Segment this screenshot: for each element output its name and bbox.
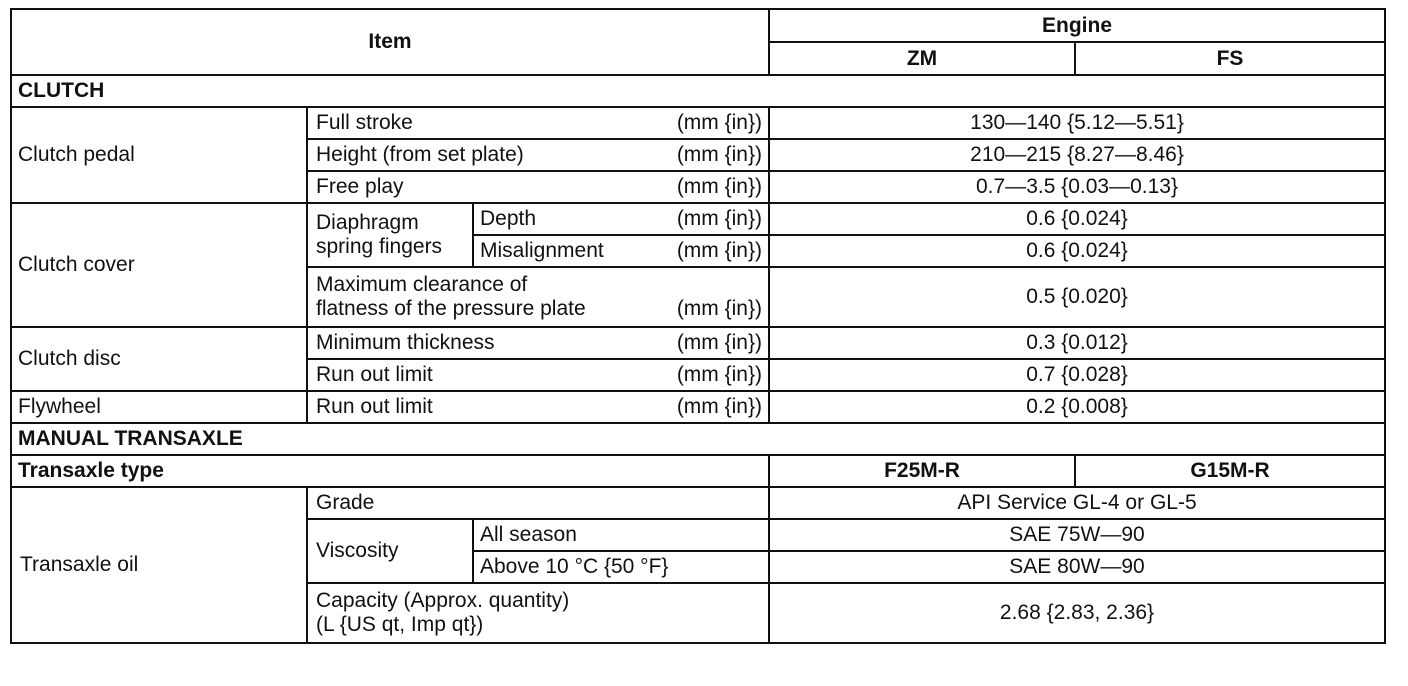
unit-label: (mm {in}) <box>676 207 762 230</box>
full-stroke-label: Full stroke <box>316 111 413 134</box>
transaxle-type-fs: G15M-R <box>1075 455 1385 487</box>
unit-label: (mm {in}) <box>676 239 762 262</box>
flywheel-run-out-value: 0.2 {0.008} <box>769 391 1385 423</box>
flywheel-run-out-label: Run out limit <box>316 395 433 418</box>
unit-label: (mm {in}) <box>676 297 762 320</box>
capacity-line-2: (L {US qt, Imp qt}) <box>316 613 484 636</box>
engine-fs-header: FS <box>1075 42 1385 75</box>
capacity-line-1: Capacity (Approx. quantity) <box>316 589 570 612</box>
full-stroke-value: 130—140 {5.12—5.51} <box>769 107 1385 139</box>
max-clearance-line-2-wrap <box>316 297 762 321</box>
grade-item: Grade <box>307 487 769 519</box>
disc-run-out-label: Run out limit <box>316 363 433 386</box>
depth-value: 0.6 {0.024} <box>769 203 1385 235</box>
section-manual-transaxle: MANUAL TRANSAXLE <box>11 423 1385 455</box>
clutch-pedal-label: Clutch pedal <box>11 107 307 203</box>
table-row <box>11 203 1385 235</box>
engine-zm-header: ZM <box>769 42 1075 75</box>
all-season-value: SAE 75W—90 <box>769 519 1385 551</box>
depth-item <box>473 203 769 235</box>
free-play-label: Free play <box>316 175 404 198</box>
section-row-clutch <box>11 75 1385 107</box>
section-row-manual-transaxle <box>11 423 1385 455</box>
unit-label: (mm {in}) <box>676 395 762 418</box>
min-thickness-label: Minimum thickness <box>316 331 495 354</box>
height-value: 210—215 {8.27—8.46} <box>769 139 1385 171</box>
unit-label: (mm {in}) <box>676 143 762 166</box>
table-row <box>11 455 1385 487</box>
depth-label: Depth <box>480 207 537 230</box>
disc-run-out-item <box>307 359 769 391</box>
full-stroke-item <box>307 107 769 139</box>
disc-run-out-value: 0.7 {0.028} <box>769 359 1385 391</box>
table-row <box>11 487 1385 519</box>
free-play-item <box>307 171 769 203</box>
flywheel-label: Flywheel <box>11 391 307 423</box>
unit-label: (mm {in}) <box>676 111 762 134</box>
transaxle-type-label: Transaxle type <box>11 455 769 487</box>
misalignment-label: Misalignment <box>480 239 604 262</box>
item-header: Item <box>11 9 769 75</box>
height-item <box>307 139 769 171</box>
diaphragm-label <box>307 203 473 267</box>
misalignment-value: 0.6 {0.024} <box>769 235 1385 267</box>
misalignment-item <box>473 235 769 267</box>
max-clearance-item <box>307 267 769 327</box>
transaxle-oil-label: Transaxle oil <box>11 487 307 643</box>
min-thickness-value: 0.3 {0.012} <box>769 327 1385 359</box>
all-season-item: All season <box>473 519 769 551</box>
diaphragm-line-2: spring fingers <box>316 235 443 258</box>
table-row <box>11 107 1385 139</box>
free-play-value: 0.7—3.5 {0.03—0.13} <box>769 171 1385 203</box>
section-clutch: CLUTCH <box>11 75 1385 107</box>
above-10c-value: SAE 80W—90 <box>769 551 1385 583</box>
table-row <box>11 327 1385 359</box>
height-label: Height (from set plate) <box>316 143 524 166</box>
viscosity-label: Viscosity <box>307 519 473 583</box>
above-10c-item: Above 10 °C {50 °F} <box>473 551 769 583</box>
max-clearance-line-1: Maximum clearance of <box>316 273 528 296</box>
unit-label: (mm {in}) <box>676 331 762 354</box>
transaxle-type-zm: F25M-R <box>769 455 1075 487</box>
min-thickness-item <box>307 327 769 359</box>
flywheel-run-out-item <box>307 391 769 423</box>
spec-table <box>10 8 1386 644</box>
header-row-1 <box>11 9 1385 42</box>
unit-label: (mm {in}) <box>676 363 762 386</box>
diaphragm-line-1: Diaphragm <box>316 211 419 234</box>
clutch-disc-label: Clutch disc <box>11 327 307 391</box>
max-clearance-line-2: flatness of the pressure plate <box>316 297 586 320</box>
capacity-item <box>307 583 769 643</box>
grade-value: API Service GL-4 or GL-5 <box>769 487 1385 519</box>
capacity-value: 2.68 {2.83, 2.36} <box>769 583 1385 643</box>
table-row <box>11 391 1385 423</box>
engine-header: Engine <box>769 9 1385 42</box>
max-clearance-value: 0.5 {0.020} <box>769 267 1385 327</box>
clutch-cover-label: Clutch cover <box>11 203 307 327</box>
unit-label: (mm {in}) <box>676 175 762 198</box>
